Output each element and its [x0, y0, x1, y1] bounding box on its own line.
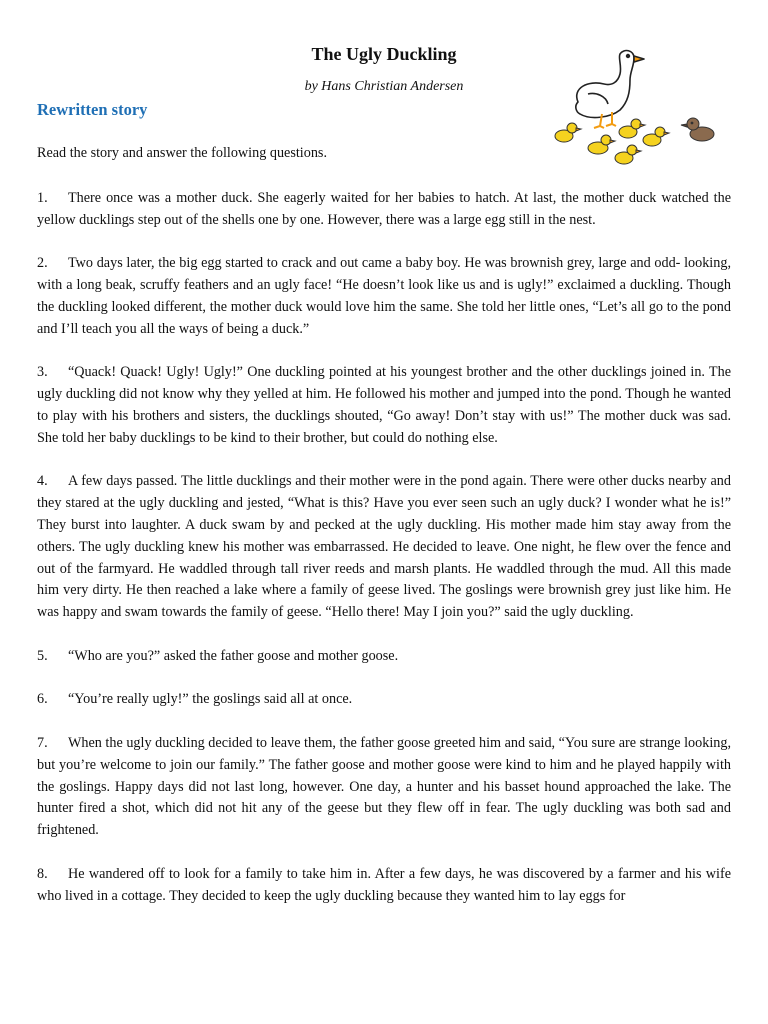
paragraph-text: “Who are you?” asked the father goose and mother goose. — [68, 647, 399, 664]
paragraph-number: 8. — [37, 865, 48, 882]
paragraph-number: 1. — [37, 190, 48, 206]
instructions-text: Read the story and answer the following questions. — [37, 145, 327, 161]
document-title: The Ugly Duckling — [311, 44, 457, 64]
duckling-icon — [643, 127, 669, 146]
paragraph-text: “You’re really ugly!” the goslings said all at once. — [68, 691, 353, 708]
duck-family-illustration — [548, 44, 726, 168]
story-paragraph — [37, 362, 731, 449]
paragraph-text: When the ugly duckling decided to leave them, the father goose greeted him and said, “You sure are strange looking, but you’re welcome to join our family.” The father goose and mother goose were kind to him and he played happily with the goslings. Happy days did not last long, however. One day, a hunter and his basset hound approached the lake. The hunter fired a shot, which did not hit any of the geese but they flew off in fear. The ugly duckling was both sad and frightened. — [37, 734, 731, 839]
mother-duck-icon — [576, 51, 644, 128]
paragraph-text: A few days passed. The little ducklings and their mother were in the pond again. There were other ducks nearby and they stared at the ugly duckling and jested, “What is this? Have you ever seen such an ugly duck? I wonder what he is!” They burst into laughter. A duck swam by and pecked at the ugly duckling. His mother made him stay away from the others. The ugly duckling knew his mother was embarrassed. He decided to leave. One night, he flew over the fence and out of the farmyard. He waddled through tall river reeds and marsh plants. He waddled through the mud. All this made him very dirty. He then reached a lake where a family of geese lived. The goslings were brownish grey just like him. He was happy and swam towards the family of geese. “Hello there! May I join you?” said the ugly duckling. — [37, 473, 731, 621]
duckling-icon — [615, 145, 641, 164]
story-paragraph — [37, 733, 731, 842]
story-paragraph — [37, 646, 731, 668]
author-byline: by Hans Christian Andersen — [304, 79, 464, 94]
paragraph-text: “Quack! Quack! Ugly! Ugly!” One duckling pointed at his youngest brother and the other ducklings joined in. The ugly duckling did not know why they yelled at him. He followed his mother and jumped into the pond. Though he wanted to play with his brothers and sisters, the ducklings shouted, “Go away! Don’t stay with us!” The mother duck was sad. She told her baby ducklings to be kind to their brother, but could do nothing else. — [37, 364, 731, 446]
story-body — [37, 188, 731, 929]
paragraph-number: 5. — [37, 647, 48, 664]
duckling-icon — [555, 123, 581, 142]
paragraph-number: 7. — [37, 734, 48, 751]
story-paragraph — [37, 253, 731, 340]
paragraph-text: There once was a mother duck. She eagerly waited for her babies to hatch. At last, the mother duck watched the yellow ducklings step out of the shells one by one. However, there was a large egg still in the nest. — [37, 190, 731, 228]
story-paragraph — [37, 864, 731, 908]
story-paragraph — [37, 188, 731, 232]
paragraph-text: Two days later, the big egg started to crack and out came a baby boy. He was brownish grey, large and odd- looking, with a long beak, scruffy feathers and an ugly face! “He doesn’t look like us and is ugly!” exclaimed a duckling. Though the duckling looked different, the mother duck would love him the same. She told her little ones, “Let’s all go to the pond and I’ll teach you all the ways of being a duck.” — [37, 255, 731, 337]
ugly-duckling-icon — [681, 118, 714, 141]
paragraph-number: 2. — [37, 255, 48, 272]
paragraph-number: 4. — [37, 473, 48, 490]
paragraph-number: 3. — [37, 364, 48, 381]
paragraph-text: He wandered off to look for a family to take him in. After a few days, he was discovered by a farmer and his wife who lived in a cottage. They decided to keep the ugly duckling because they wanted him to lay eggs for — [37, 865, 731, 904]
duckling-icon — [588, 135, 615, 154]
section-heading: Rewritten story — [37, 100, 148, 119]
story-paragraph — [37, 471, 731, 624]
story-paragraph — [37, 689, 731, 711]
duckling-icon — [619, 119, 645, 138]
paragraph-number: 6. — [37, 691, 48, 708]
